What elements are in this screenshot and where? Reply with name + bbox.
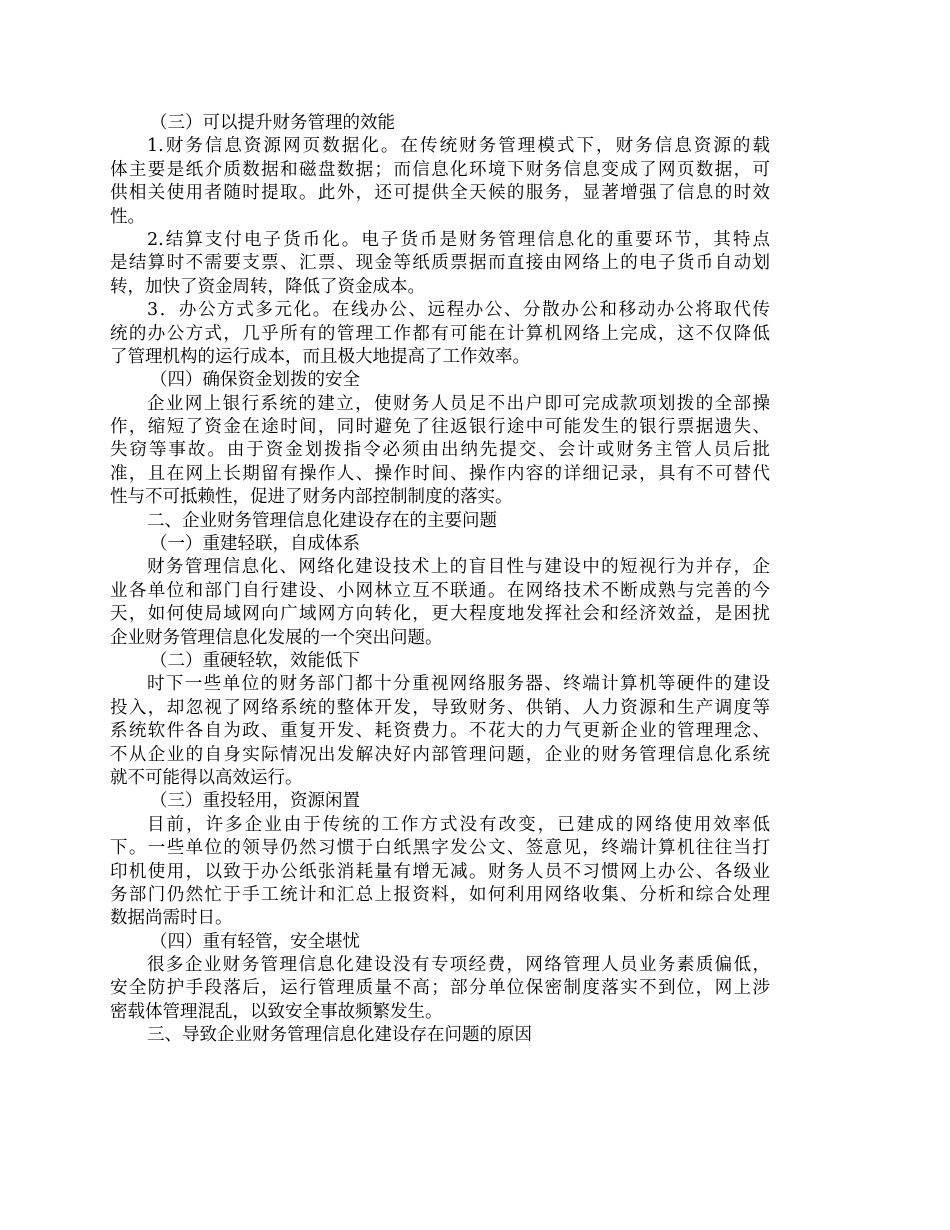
paragraph-line: 企业财务管理信息化发展的一个突出问题。	[110, 627, 443, 648]
paragraph-line: 准，且在网上长期留有操作人、操作时间、操作内容的详细记录，具有不可替代	[110, 463, 770, 484]
paragraph-line: 系统软件各自为政、重复开发、耗资费力。不花大的力气更新企业的管理理念、	[110, 721, 770, 742]
paragraph-line: 了管理机构的运行成本，而且极大地提高了工作效率。	[110, 346, 530, 367]
section-heading: （二）重硬轻软，效能低下	[150, 650, 360, 671]
paragraph-line: 2.结算支付电子货币化。电子货币是财务管理信息化的重要环节，其特点	[147, 229, 770, 250]
paragraph-line: 数据尚需时日。	[110, 908, 233, 929]
section-heading: （四）重有轻管，安全堪忧	[150, 931, 360, 952]
section-heading: （一）重建轻联，自成体系	[150, 534, 360, 555]
section-heading: （三）重投轻用，资源闲置	[150, 791, 360, 812]
paragraph-line: 体主要是纸介质数据和磁盘数据；而信息化环境下财务信息变成了网页数据，可	[110, 159, 770, 180]
paragraph-line: 转，加快了资金周转，降低了资金成本。	[110, 276, 425, 297]
paragraph-line: 目前，许多企业由于传统的工作方式没有改变，已建成的网络使用效率低	[147, 814, 770, 835]
paragraph-line: 天，如何使局域网向广域网方向转化，更大程度地发挥社会和经济效益，是困扰	[110, 604, 770, 625]
chapter-heading: 三、导致企业财务管理信息化建设存在问题的原因	[147, 1025, 532, 1046]
paragraph-line: 企业网上银行系统的建立，使财务人员足不出户即可完成款项划拨的全部操	[147, 393, 770, 414]
paragraph-line: 3．办公方式多元化。在线办公、远程办公、分散办公和移动办公将取代传	[147, 300, 770, 321]
paragraph-line: 供相关使用者随时提取。此外，还可提供全天候的服务，显著增强了信息的时效	[110, 183, 770, 204]
section-heading: （三）可以提升财务管理的效能	[150, 113, 395, 133]
paragraph-line: 失窃等事故。由于资金划拨指令必须由出纳先提交、会计或财务主管人员后批	[110, 440, 770, 461]
paragraph-line: 下。一些单位的领导仍然习惯于白纸黑字发公文、签意见，终端计算机往往当打	[110, 838, 770, 859]
document-body	[110, 112, 770, 1048]
paragraph-line: 1.财务信息资源网页数据化。在传统财务管理模式下，财务信息资源的载	[147, 136, 770, 157]
paragraph-line: 统的办公方式，几乎所有的管理工作都有可能在计算机网络上完成，这不仅降低	[110, 323, 770, 344]
paragraph-line: 就不可能得以高效运行。	[110, 767, 303, 788]
paragraph-line: 作，缩短了资金在途时间，同时避免了往返银行途中可能发生的银行票据遗失、	[110, 417, 770, 438]
paragraph-line: 业各单位和部门自行建设、小网林立互不联通。在网络技术不断成熟与完善的今	[110, 580, 770, 601]
paragraph-line: 时下一些单位的财务部门都十分重视网络服务器、终端计算机等硬件的建设	[147, 674, 770, 695]
paragraph-line: 密载体管理混乱，以致安全事故频繁发生。	[110, 1001, 443, 1022]
paragraph-line: 性。	[110, 206, 145, 227]
paragraph-line: 印机使用，以致于办公纸张消耗量有增无减。财务人员不习惯网上办公、各级业	[110, 861, 770, 882]
chapter-heading: 二、企业财务管理信息化建设存在的主要问题	[147, 510, 497, 531]
paragraph-line: 很多企业财务管理信息化建设没有专项经费，网络管理人员业务素质偏低，	[147, 955, 770, 976]
paragraph-line: 是结算时不需要支票、汇票、现金等纸质票据而直接由网络上的电子货币自动划	[110, 253, 770, 274]
paragraph-line: 性与不可抵赖性，促进了财务内部控制制度的落实。	[110, 487, 513, 508]
section-heading: （四）确保资金划拨的安全	[150, 370, 360, 391]
paragraph-line: 财务管理信息化、网络化建设技术上的盲目性与建设中的短视行为并存，企	[147, 557, 770, 578]
paragraph-line: 安全防护手段落后，运行管理质量不高；部分单位保密制度落实不到位，网上涉	[110, 978, 770, 999]
paragraph-line: 不从企业的自身实际情况出发解决好内部管理问题，企业的财务管理信息化系统	[110, 744, 770, 765]
paragraph-line: 投入，却忽视了网络系统的整体开发，导致财务、供销、人力资源和生产调度等	[110, 697, 770, 718]
paragraph-line: 务部门仍然忙于手工统计和汇总上报资料，如何利用网络收集、分析和综合处理	[110, 884, 770, 905]
